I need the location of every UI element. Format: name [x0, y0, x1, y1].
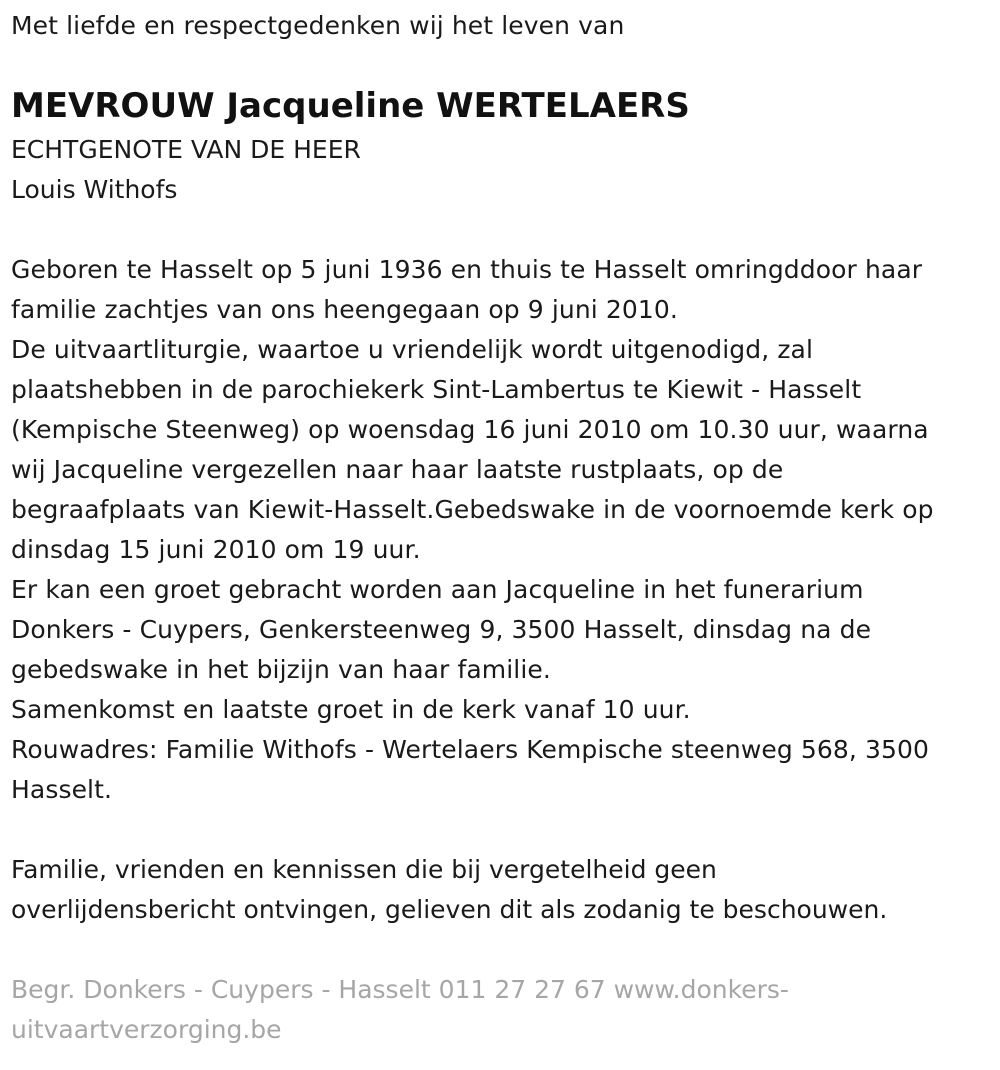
spouse-name: Louis Withofs	[11, 175, 178, 204]
closing-paragraph: Familie, vrienden en kennissen die bij vergetelheid geen overlijdensbericht ontvingen, gelieven dit als zodanig te beschouwen.	[11, 855, 888, 924]
funeral-home-footer: Begr. Donkers - Cuypers - Hasselt 011 27 27 67 www.donkers- uitvaartverzorging.be	[11, 975, 789, 1044]
intro-line: Met liefde en respectgedenken wij het leven van	[11, 11, 625, 40]
spouse-label: ECHTGENOTE VAN DE HEER	[11, 135, 361, 164]
death-notice	[11, 0, 991, 1050]
deceased-name: MEVROUW Jacqueline WERTELAERS	[11, 86, 690, 126]
notice-body: Geboren te Hasselt op 5 juni 1936 en thuis te Hasselt omringddoor haar familie zachtjes van ons heengegaan op 9 juni 2010. De uitvaartliturgie, waartoe u vriendelijk wordt uitgenodigd, zal plaatshebben in de parochiekerk Sint-Lambertus te Kiewit - Hasselt (Kempische Steenweg) op woensdag 16 juni 2010 om 10.30 uur, waarna wij Jacqueline vergezellen naar haar laatste rustplaats, op de begraafplaats van Kiewit-Hasselt.Gebedswake in de voornoemde kerk op dinsdag 15 juni 2010 om 19 uur. Er kan een groet gebracht worden aan Jacqueline in het funerarium Donkers - Cuypers, Genkersteenweg 9, 3500 Hasselt, dinsdag na de gebedswake in het bijzijn van haar familie. Samenkomst en laatste groet in de kerk vanaf 10 uur. Rouwadres: Familie Withofs - Wertelaers Kempische steenweg 568, 3500 Hasselt.	[11, 255, 934, 804]
